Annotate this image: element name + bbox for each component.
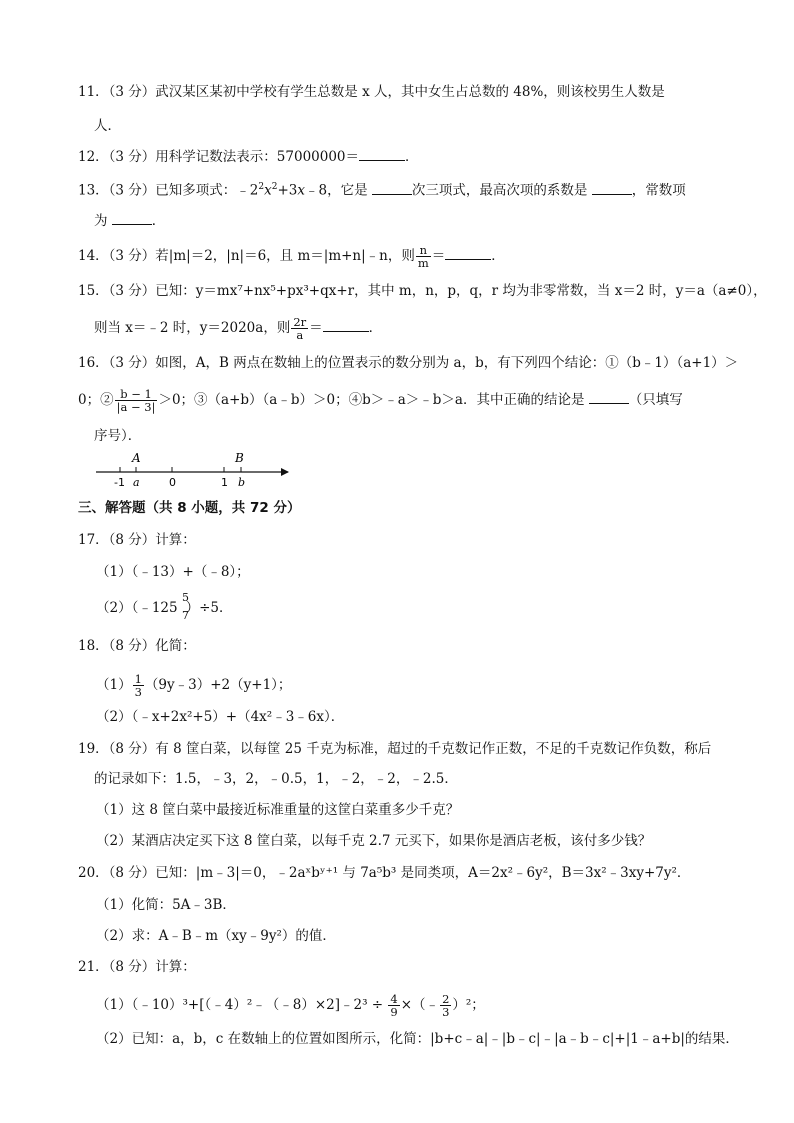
q13-mid2: 次三项式，最高次项的系数是 <box>411 182 592 199</box>
tick-label-0: 0 <box>169 476 176 489</box>
q15-eq: ＝ <box>309 320 323 336</box>
q14-eq: ＝ <box>431 248 446 264</box>
q16-line3: 序号）． <box>94 428 142 444</box>
q17-part2 <box>96 591 233 622</box>
q17-p2-pre: （2）（﹣125 <box>96 600 178 616</box>
q17-sub: 7 <box>182 609 189 622</box>
q15-end: ． <box>368 320 383 336</box>
q14-blank[interactable] <box>445 245 491 260</box>
q16-number-line <box>92 448 297 490</box>
q20-part1: （1）化简：5A﹣3B． <box>96 897 236 913</box>
q14-line <box>78 244 505 269</box>
q15-fraction <box>291 316 308 341</box>
q13-line1: 13．（3 分）已知多项式：$﹣2^2x^2+3x﹣8$，它是 次三项式，最高次项的系数是 ，常数项 <box>78 178 686 200</box>
q15-num: 2r <box>293 315 307 329</box>
q16-line2 <box>78 388 683 413</box>
q17-mixed-number <box>96 591 189 622</box>
q18-den: 3 <box>134 685 142 699</box>
q20-line1: 20．（8 分）已知：|m﹣3|＝0，﹣2aˣbʸ⁺¹ 与 7a⁵b³ 是同类项，A＝2x²﹣6y²，B＝3x²﹣3xy+7y²． <box>78 865 691 881</box>
q20-part2: （2）求：A﹣B﹣m（xy﹣9y²）的值． <box>96 928 336 944</box>
q21-part1 <box>96 993 485 1018</box>
q21-p1-pre: （1）（﹣10）³+[（﹣4）²﹣（﹣8）×2]﹣2³ ÷ <box>96 997 388 1013</box>
q21-fraction2 <box>440 993 451 1018</box>
q15-line2-pre: 则当 x＝﹣2 时，y＝2020a，则 <box>94 320 291 336</box>
q14-end: ． <box>491 248 505 264</box>
q13-mid3: ，常数项 <box>631 182 686 199</box>
q13-blank1[interactable] <box>372 180 412 195</box>
q14-pre: 14．（3 分）若|m|＝2，|n|＝6，且 m＝|m+n|﹣n，则 <box>78 248 415 264</box>
q16-blank[interactable] <box>589 389 629 404</box>
q12-line <box>78 146 419 166</box>
q17-p2-post: ）÷5． <box>185 600 233 616</box>
q18-title: 18．（8 分）化简： <box>78 638 196 654</box>
q15-line1: 15．（3 分）已知：y＝mx⁷+nx⁵+px³+qx+r，其中 m，n，p，q，r 均为非零常数，当 x＝2 时，y＝a（a≠0）， <box>78 283 767 299</box>
q13-line2-label: 为 <box>94 213 112 229</box>
q21-title: 21．（8 分）计算： <box>78 959 196 975</box>
q11-line2: 人． <box>94 118 121 134</box>
q17-sup: 5 <box>182 591 189 604</box>
q17-part1: （1）（﹣13）+（﹣8）； <box>96 564 250 580</box>
q13-pre: 13．（3 分）已知多项式：﹣2 <box>78 182 259 199</box>
q14-den: m <box>417 256 429 270</box>
section-heading: 三、解答题（共 8 小题，共 72 分） <box>78 500 301 516</box>
q12-text: 12．（3 分）用科学记数法表示：57000000＝ <box>78 149 360 165</box>
q12-end: ． <box>405 149 419 165</box>
q18-p1-pre: （1） <box>96 677 132 693</box>
q21-part2: （2）已知：a，b，c 在数轴上的位置如图所示，化简：|b+c﹣a|﹣|b﹣c|﹣|a﹣b﹣c|+|1﹣a+b|的结果． <box>96 1031 739 1047</box>
q18-p1-post: （9y﹣3）+2（y+1）； <box>144 677 292 693</box>
tick-label-1: 1 <box>221 476 228 489</box>
q19-part2: （2）某酒店决定买下这 8 筐白菜，以每千克 2.7 元买下，如果你是酒店老板，该付多少钱？ <box>96 833 652 849</box>
q16-fraction <box>115 388 158 413</box>
q16-line1: 16．（3 分）如图，A，B 两点在数轴上的位置表示的数分别为 a，b，有下列四个结论：①（b﹣1）（a+1）＞ <box>78 355 739 371</box>
q15-line2 <box>94 316 382 341</box>
q21-den2: 3 <box>442 1005 450 1019</box>
q21-fraction1 <box>388 993 399 1018</box>
q21-num2: 2 <box>442 992 450 1006</box>
q16-line2-end: （只填写 <box>628 392 683 408</box>
q18-part1 <box>96 673 291 698</box>
q16-line2-post: ＞0；③（a+b）（a﹣b）＞0；④b＞﹣a＞﹣b＞a．其中正确的结论是 <box>158 392 589 408</box>
q21-den1: 9 <box>390 1005 398 1019</box>
q21-p1-post: ）²； <box>452 997 485 1013</box>
q15-blank[interactable] <box>323 317 369 332</box>
q19-line1: 19．（8 分）有 8 筐白菜，以每筐 25 千克为标准，超过的千克数记作正数，不足的千克数记作负数，称后 <box>78 741 712 757</box>
q21-num1: 4 <box>390 992 398 1006</box>
q18-part2: （2）（﹣x+2x²+5）+（4x²﹣3﹣6x）． <box>96 709 345 725</box>
q13-mid: ，它是 <box>327 182 372 199</box>
tick-label-b: b <box>238 476 246 489</box>
label-A: A <box>132 451 141 465</box>
q11-line1: 11．（3 分）武汉某区某初中学校有学生总数是 x 人，其中女生占总数的 48%，则该校男生人数是 <box>78 84 665 100</box>
q13-blank3[interactable] <box>112 210 152 225</box>
q16-num: b − 1 <box>120 387 152 401</box>
q19-line2: 的记录如下：1.5，﹣3，2，﹣0.5，1，﹣2，﹣2，﹣2.5． <box>94 771 458 787</box>
q18-num: 1 <box>134 672 142 686</box>
q21-p1-mid: ×（﹣ <box>400 997 440 1013</box>
tick-label-neg1: -1 <box>114 476 125 489</box>
q16-line2-pre: 0；② <box>78 392 114 408</box>
axis-arrow <box>281 468 289 476</box>
q13-line2 <box>94 210 165 230</box>
q16-den: |a − 3| <box>116 400 156 414</box>
q19-part1: （1）这 8 筐白菜中最接近标准重量的这筐白菜重多少千克？ <box>96 802 460 818</box>
q14-fraction <box>416 244 431 269</box>
q17-title: 17．（8 分）计算： <box>78 532 196 548</box>
q18-fraction <box>133 673 144 698</box>
q13-end: ． <box>151 213 166 229</box>
label-B: B <box>235 451 244 465</box>
tick-label-a: a <box>133 476 140 489</box>
q14-num: n <box>419 243 428 257</box>
q15-den: a <box>291 328 308 341</box>
q12-blank[interactable] <box>359 146 405 161</box>
q13-blank2[interactable] <box>592 180 632 195</box>
